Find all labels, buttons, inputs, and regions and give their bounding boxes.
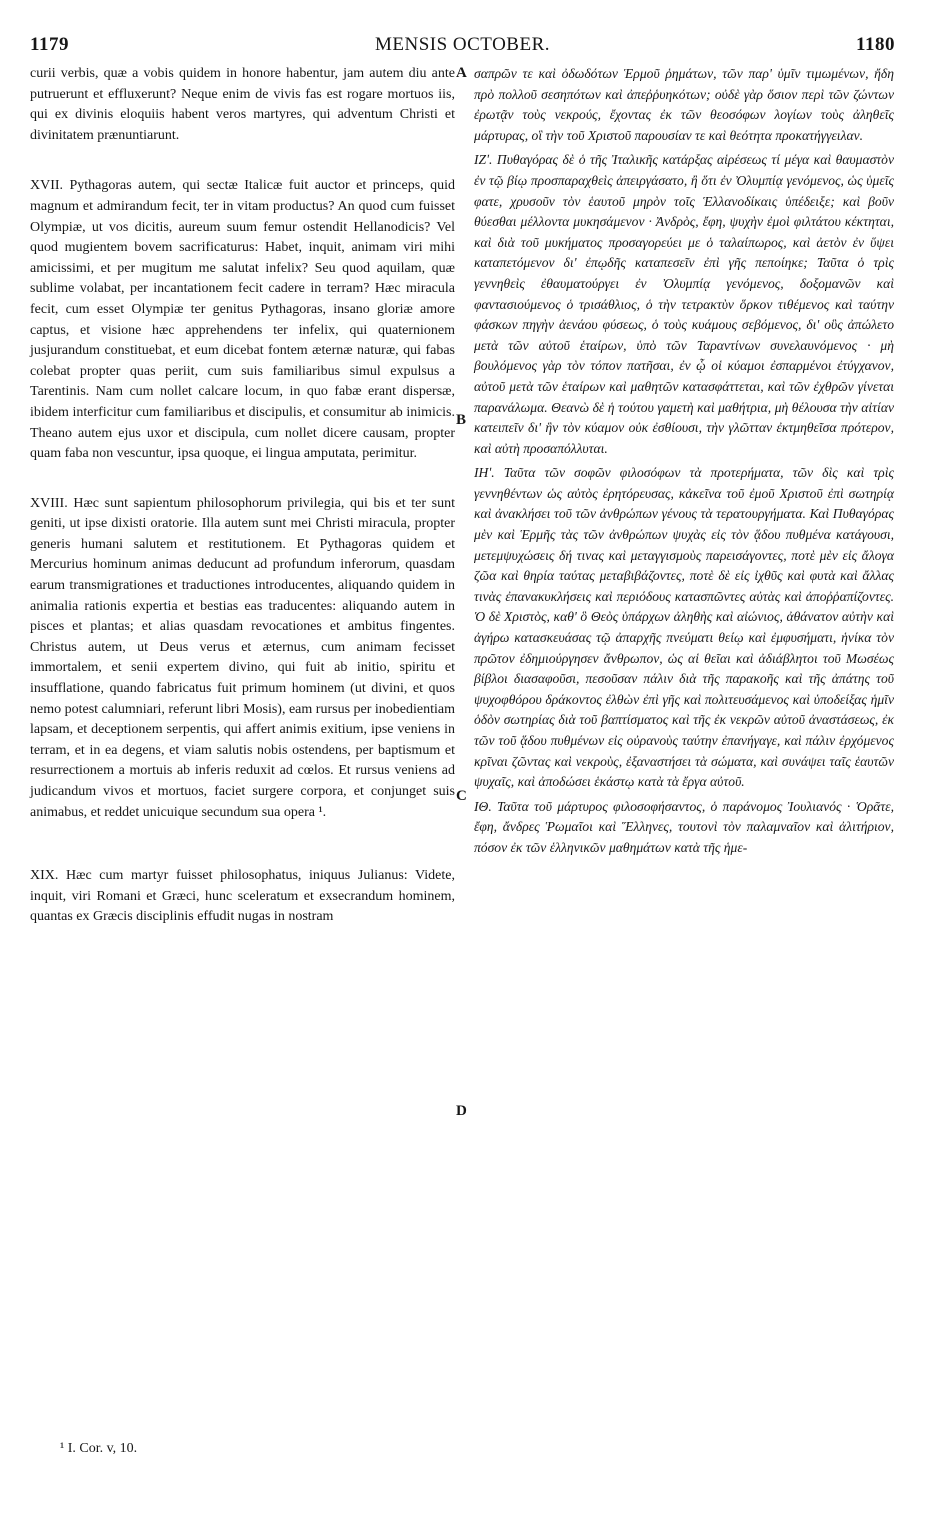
greek-paragraph-17: ΙΖʹ. Πυθαγόρας δὲ ὁ τῆς Ἰταλικῆς κατάρξας αἱρέσεως τί μέγα καὶ θαυμαστὸν ἐν τῷ βίῳ προσπαραχθεὶς ἀπειργάσατο, ἢ ὅτι ἐν Ὀλυμπίᾳ γενόμενος, ὡς ὑμεῖς φατε, χρυσοῦν τὸν ἑαυτοῦ μηρὸν τοῖς Ἑλλανοδίκαις ὑπέδειξε; καὶ βοῦν θύεσθαι μέλλοντα μυκησάμενον · Ἀνδρὸς, ἔφη, ψυχὴν ἐμοὶ φιλτάτου κέκτηται, καὶ διὰ τοῦ μυκήματος προσαγορεύει με ὁ ταλαίπωρος, καὶ ἀετὸν ἐν ὕψει καταπετόμενον δι' ἐπῳδῆς καταπεσεῖν ἐπὶ γῆς πεποίηκε; Ταῦτα ὁ τρὶς γεννηθεὶς ἐθαυματούργει ἐν Ὀλυμπίᾳ γενόμενος, δοξομανῶν καὶ φαντασιούμενος ὁ τρισάθλιος, ὁ τὴν τετρακτὺν ὅρκον τιθέμενος καὶ ταύτην φάσκων πηγὴν ἀενάου φύσεως, ὁ τοὺς κυάμους σεβόμενος, δι' οὓς ἀπώλετο μετὰ τῶν αὐτοῦ ἑταίρων, ὑπὸ τῶν Ταραντίνων συνελαυνόμενος · μὴ βουλόμενος γὰρ τὸν τόπον πατῆσαι, ἐν ᾧ οἱ κύαμοι ἐσπαρμένοι ἐτύγχανον, αὐτοῦ μετὰ τῶν ἑταίρων καὶ μαθητῶν κατασφάττεται, καὶ τῶν ἐχθρῶν γίνεται παρανάλωμα. Θεανὼ δὲ ἡ τούτου γαμετὴ καὶ μαθήτρια, μὴ θέλουσα τὴν αἰτίαν κατειπεῖν δι' ἣν τὸν κύαμον οὐκ ἐσθίουσι, τὴν γλῶτταν ἐκτμηθεῖσα πρότερον, καὶ αὐτὴ προσαπόλλυται.	[474, 152, 894, 456]
margin-marker-a: A	[456, 65, 467, 81]
margin-marker-c: C	[456, 788, 467, 804]
greek-paragraph-intro: σαπρῶν τε καὶ ὀδωδότων Ἑρμοῦ ῥημάτων, τῶν παρ' ὑμῖν τιμωμένων, ἤδη πρὸ πολλοῦ σεσηπότων καὶ ἀπεῤῥυηκότων; οὐδὲ γὰρ ὅσιον περὶ τῶν ζώντων ἐρωτᾷν τοὺς νεκρούς, ἔχοντας ἐκ τῶν θεοσόφων λογίων τοὺς ἀληθεῖς μάρτυρας, οἳ τὴν τοῦ Χριστοῦ παρουσίαν τε καὶ θεότητα προκατήγγειλαν.	[474, 66, 894, 143]
margin-marker-b: B	[456, 412, 467, 428]
footnote: ¹ I. Cor. v, 10.	[60, 1441, 138, 1456]
page-header	[30, 34, 895, 64]
greek-paragraph-19: ΙΘ. Ταῦτα τοῦ μάρτυρος φιλοσοφήσαντος, ὁ παράνομος Ἰουλιανός · Ὁρᾶτε, ἔφη, ἄνδρες Ῥωμαῖοι καὶ Ἕλληνες, τουτονὶ τὸν παλαμναῖον καὶ ἀλιτήριον, πόσον ἐκ τῶν ἑλληνικῶν μαθημάτων κατὰ τῆς ἡμε-	[474, 798, 894, 855]
latin-column	[30, 64, 455, 928]
greek-column	[474, 64, 894, 859]
margin-marker-d: D	[456, 1103, 467, 1119]
latin-paragraph-17: XVII. Pythagoras autem, qui sectæ Italicæ fuit auctor et princeps, quid magnum et admirandum fecit, ter in vitam productus? An quod cum fuisset Olympiæ, ut vos dicitis, aureum suum femur ostendit Hellanodicis? Vel quod mugientem bovem sacrificaturus: Habet, inquit, animam viri mihi amicissimi, et per mugitum me salutat infelix? Seu quod aquilam, quæ sublime volabat, per incantationem fecit cadere in terram? Hæc miracula fecit, cum esset Olympiæ ter genitus Pythagoras, insano gloriæ amore captus, et visione hæc apprehendens ter infelix, qui quaternionem jusjurandum constituebat, et eum dicebat fontem æternæ naturæ, qui fabas colebat propter quas periit, cum suis familiaribus simul expulsus a Tarentinis. Nam cum nollet calcare locum, in quo fabæ erant dispersæ, ibidem interficitur cum familiaribus et discipulis, et consumitur ab inimicis. Theano autem ejus uxor et discipula, cum nollet dicere causam, propter quam faba non vescuntur, ipsa quoque, ei lingua amputata, perimitur.	[30, 178, 455, 462]
latin-paragraph-18: XVIII. Hæc sunt sapientum philosophorum privilegia, qui bis et ter sunt geniti, ut ipse dixisti oratorie. Illa autem sunt mei Christi miracula, propter generis humani salutem et restitutionem. Et Pythagoras quidem et Mercurius hominum animas deducunt ad profundum inferorum, quasdam earum transmigrationes et traductiones introducentes, aliquando quidem in animalia rationis expertia et bestias eas traducentes: aliquando autem in pisces et plantas; et alias quasdam revocationes et ambitus fingentes. Christus autem, ut Deus verus et æternus, cum animam fecisset immortalem, et senii expertem divino, qui fuit ab initio, spiritu et insufflatione, quando fabricatus fuit primum hominem (ut divini, et quos nemo potest calumniari, referunt libri Mosis), eam rursus per inobedientiam lapsam, et deceptionem serpentis, qui affert animis exitium, ipse veniens in terram, et in ea degens, et viam salutis nobis ostendens, per baptismum et resurrectionem a mortuis ab inferis reduxit ad cœlos. Et rursus veniens ad judicandum vivos et mortuos, faciet surgere corpora, et conjunget suis animabus, et reddet unicuique secundum sua opera ¹.	[30, 495, 455, 820]
page-number-left: 1179	[30, 34, 69, 55]
latin-paragraph-19: XIX. Hæc cum martyr fuisset philosophatus, iniquus Julianus: Videte, inquit, viri Romani et Græci, hunc sceleratum et exsecrandum hominem, quantas ex Græcis disciplinis effudit nugas in nostram	[30, 868, 455, 925]
greek-paragraph-18: ΙΗʹ. Ταῦτα τῶν σοφῶν φιλοσόφων τὰ προτερήματα, τῶν δὶς καὶ τρὶς γεννηθέντων ὡς αὐτὸς ἐρητόρευσας, κἀκεῖνα τοῦ ἐμοῦ Χριστοῦ ἐπὶ σωτηρίᾳ καὶ ἀνακλήσει τοῦ τῶν ἀνθρώπων γένους τὰ τερατουργήματα. Καὶ Πυθαγόρας μὲν καὶ Ἑρμῆς τὰς τῶν ἀνθρώπων ψυχὰς εἰς τὸν ᾅδου πυθμένα κατάγουσι, μετεμψυχώσεις δή τινας καὶ μεταγγισμοὺς παρεισάγοντες, ποτὲ μὲν εἰς ἄλογα ζῶα καὶ θηρία ταύτας μεταβιβάζοντες, ποτὲ δὲ εἰς ἰχθῦς καὶ φυτὰ καὶ ἄλλας τινὰς ἐπανακυκλήσεις καὶ περιόδους κατασπῶντες αὐτὰς καὶ ἀποῤῥαπίζοντες. Ὁ δὲ Χριστὸς, καθ' ὃ Θεὸς ὑπάρχων ἀληθὴς καὶ αἰώνιος, ἀθάνατον αὐτὴν καὶ ἀγήρω κατασκευάσας τῷ ἀπαρχῆς πνεύματι θείῳ καὶ ἐμφυσήματι, ἡνίκα τὸν πρῶτον ἐδημιούργησεν ἄνθρωπον, ὡς αἱ θεῖαι καὶ ἀδιάβλητοι τοῦ Μωσέως βίβλοι διασαφοῦσι, πεσοῦσαν πάλιν διὰ τῆς παρακοῆς καὶ τῆς ἀπάτης τοῦ ψυχοφθόρου δράκοντος ἐλθὼν ἐπὶ γῆς καὶ πολιτευσάμενος καὶ ὑποδείξας ἡμῖν ὁδὸν σωτηρίας διὰ τοῦ βαπτίσματος καὶ τῆς ἐκ νεκρῶν αὐτοῦ ἀναστάσεως, ἐκ τῶν τοῦ ᾅδου πυθμένων εἰς οὐρανοὺς ταύτην ἐπανήγαγε, καὶ πάλιν ἐρχόμενος κρῖναι ζῶντας καὶ νεκροὺς, ἐξαναστήσει τὰ σώματα, καὶ συνάψει ταῖς ἑαυτῶν ψυχαῖς, καὶ ἀποδώσει ἑκάστῳ κατὰ τὰ ἔργα αὐτοῦ.	[474, 465, 894, 790]
running-title: MENSIS OCTOBER.	[374, 34, 550, 55]
page-number-right: 1180	[856, 34, 895, 55]
latin-paragraph-intro: curii verbis, quæ a vobis quidem in honore habentur, jam autem diu ante putruerunt et effluxerunt? Neque enim de vivis fas est rogare mortuos iis, qui ex divinis eloquiis habent veros martyres, qui adventum Christi et divinitatem prænuntiarunt.	[30, 66, 455, 143]
